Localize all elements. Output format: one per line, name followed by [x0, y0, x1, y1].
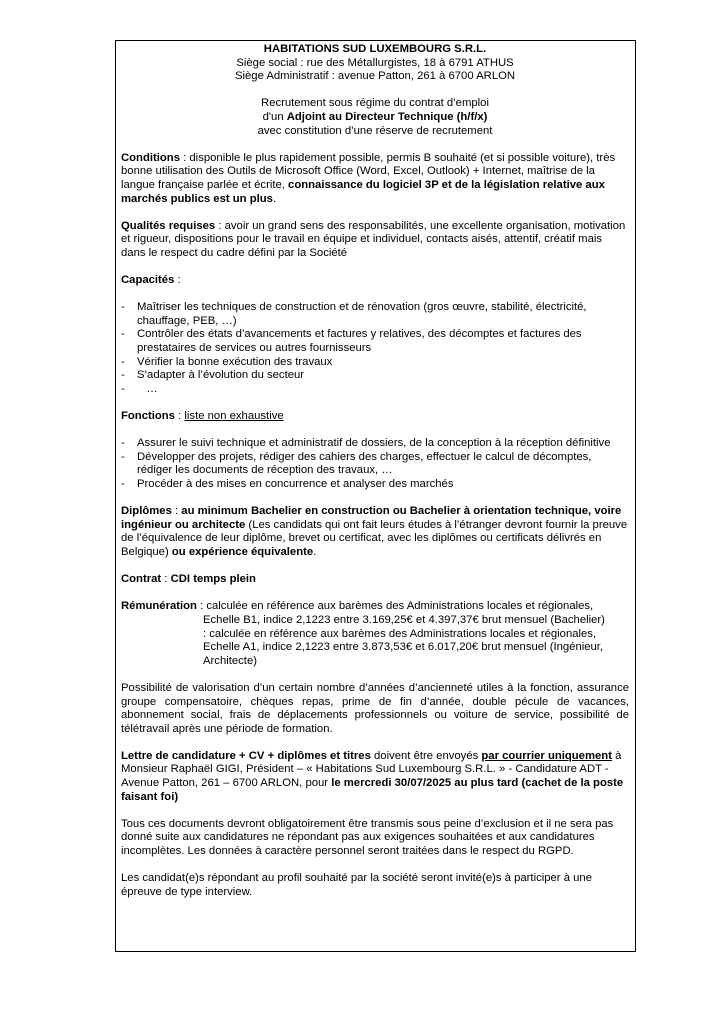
list-item: - Contrôler des états d’avancements et factures y relatives, des décomptes et factures des prestataires de services ou autres fournisseurs [121, 328, 582, 355]
interview-section: Les candidat(e)s répondant au profil souhaité par la société seront invité(e)s à participer à une épreuve de type interview. [121, 872, 592, 898]
list-item: - S’adapter à l’évolution du secteur [121, 369, 305, 382]
diplomes-section: Diplômes : au minimum Bachelier en construction ou Bachelier à orientation technique, voire ingénieur ou architecte (Les candidats qui ont fait leurs études à l’étranger devront fournir la preuve de l’équivalence de leur diplôme, brevet ou certificat, avec les diplômes ou certificats délivrés en Belgique) ou expérience équivalente. [121, 505, 628, 558]
remuneration-line-3: : calculée en référence aux barèmes des Administrations locales et régionales, [203, 627, 597, 640]
fonctions-heading: Fonctions : liste non exhaustive [121, 410, 284, 423]
qualites-section: Qualités requises : avoir un grand sens des responsabilités, une excellente organisation, motivation et rigueur, dispositions pour le travail en équipe et individuel, contacts aisés, attentif, créatif mais dans le respect du cadre défini par la Société [121, 219, 626, 259]
siege-social: Siège social : rue des Métallurgistes, 18 à 6791 ATHUS [236, 56, 514, 69]
recruit-line-1: Recrutement sous régime du contrat d’emploi [261, 97, 489, 110]
list-item: - Assurer le suivi technique et administratif de dossiers, de la conception à la réception définitive [121, 437, 611, 450]
contrat-section: Contrat : CDI temps plein [121, 573, 256, 586]
recruit-line-2: d'un Adjoint au Directeur Technique (h/f/x) [262, 110, 488, 123]
documents-section: Tous ces documents devront obligatoirement être transmis sous peine d’exclusion et il ne sera pas donné suite aux candidatures ne répondant pas aux exigences souhaitées et aux candidatures incomplètes. Les données à caractère personnel seront traitées dans le respect du RGPD. [121, 817, 614, 858]
remuneration-line-2: Echelle B1, indice 2,1223 entre 3.169,25€ et 4.397,37€ brut mensuel (Bachelier) [203, 613, 605, 626]
remuneration-section [121, 600, 629, 668]
list-item: - Vérifier la bonne exécution des travaux [121, 355, 333, 368]
list-item: - Procéder à des mises en concurrence et analyser des marchés [121, 478, 454, 490]
capacites-heading: Capacités : [121, 274, 181, 287]
job-posting [121, 43, 629, 899]
conditions-section: Conditions : disponible le plus rapidement possible, permis B souhaité (et si possible voiture), très bonne utilisation des Outils de Microsoft Office (Word, Excel, Outlook) + Internet, maîtrise de la langue française parlée et écrite, connaissance du logiciel 3P et de la législation relative aux marchés publics est un plus. [121, 151, 616, 205]
recruit-line-3: avec constitution d’une réserve de recrutement [257, 124, 493, 137]
list-item: - Maîtriser les techniques de construction et de rénovation (gros œuvre, stabilité, électricité, chauffage, PEB, …) [121, 301, 587, 327]
avantages-section: Possibilité de valorisation d’un certain nombre d’années d’ancienneté utiles à la fonction, assurance groupe compensatoire, chèques repas, prime de fin d’année, double pécule de vacances, abonnement social, frais de déplacements professionnels ou voiture de service, possibilité de télétravail après une période de formation. [121, 681, 629, 735]
fonctions-list [121, 437, 629, 491]
list-item: - Développer des projets, rédiger des cahiers des charges, effectuer le calcul de décomptes, rédiger les documents de réception des travaux, … [121, 450, 592, 477]
list-item: - … [121, 382, 158, 395]
remuneration-line-4: Echelle A1, indice 2,1223 entre 3.873,53€ et 6.017,20€ brut mensuel (Ingénieur, Architecte) [203, 641, 604, 667]
candidature-section: Lettre de candidature + CV + diplômes et titres doivent être envoyés par courrier uniquement à Monsieur Raphaël GIGI, Président – « Habitations Sud Luxembourg S.R.L. » - Candidature ADT - Avenue Patton, 261 – 6700 ARLON, pour le mercredi 30/07/2025 au plus tard (cachet de la poste faisant foi) [121, 749, 624, 803]
header [121, 43, 629, 138]
capacites-list [121, 301, 629, 396]
job-title: Adjoint au Directeur Technique (h/f/x) [286, 110, 488, 123]
company-name: HABITATIONS SUD LUXEMBOURG S.R.L. [263, 43, 487, 55]
siege-administratif: Siège Administratif : avenue Patton, 261 à 6700 ARLON [234, 70, 516, 83]
remuneration-line-1: Rémunération : calculée en référence aux barèmes des Administrations locales et régionales, [121, 600, 594, 613]
